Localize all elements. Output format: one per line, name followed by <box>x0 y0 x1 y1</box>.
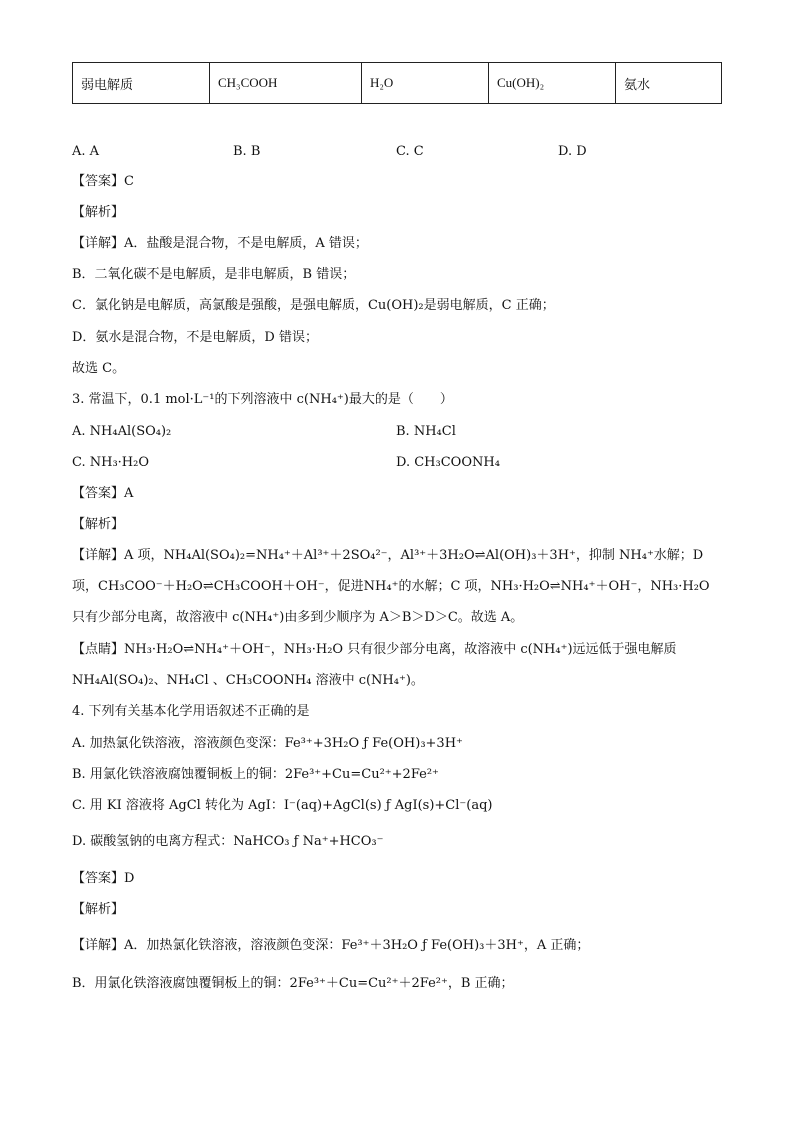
answer-label: 【答案】 <box>72 871 125 886</box>
answer-value: C <box>124 174 134 189</box>
q2-detail-line: B．二氧化碳不是电解质，是非电解质，B 错误； <box>72 267 356 282</box>
q2-detail-line: C．氯化钠是电解质，高氯酸是强酸，是强电解质，Cu(OH)₂是弱电解质，C 正确； <box>72 298 555 313</box>
q3-answer <box>72 485 133 503</box>
answer-value: A <box>124 486 134 501</box>
q2-detail-line: D．氨水是混合物，不是电解质，D 错误； <box>72 330 318 345</box>
q3-detail-line: 【详解】A 项，NH₄Al(SO₄)₂=NH₄⁺＋Al³⁺＋2SO₄²⁻，Al³⁺＋3H₂O⇌Al(OH)₃＋3H⁺，抑制 NH₄⁺水解；D <box>72 548 704 563</box>
q4-detail-line: B．用氯化铁溶液腐蚀覆铜板上的铜：2Fe³⁺＋Cu=Cu²⁺＋2Fe²⁺，B 正确； <box>72 976 514 991</box>
q4-answer <box>72 870 134 888</box>
answer-label: 【答案】 <box>72 174 125 189</box>
q3-detail-line: 只有少部分电离，故溶液中 c(NH₄⁺)由多到少顺序为 A＞B＞D＞C。故选 A。 <box>72 610 524 625</box>
q2-answer <box>72 173 134 191</box>
q4-option-a: A. 加热氯化铁溶液，溶液颜色变深：Fe³⁺+3H₂O ƒ Fe(OH)₃+3H⁺ <box>72 736 463 751</box>
table-cell: 弱电解质 <box>73 63 210 104</box>
q4-analysis-heading: 【解析】 <box>72 902 125 917</box>
q2-detail-line: 故选 C。 <box>72 361 126 376</box>
electrolyte-table <box>72 62 722 104</box>
q3-note-line: 【点睛】NH₃·H₂O⇌NH₄⁺＋OH⁻，NH₃·H₂O 只有很少部分电离，故溶液中 c(NH₄⁺)远远低于强电解质 <box>72 642 677 657</box>
q4-option-b: B. 用氯化铁溶液腐蚀覆铜板上的铜：2Fe³⁺+Cu=Cu²⁺+2Fe²⁺ <box>72 767 439 782</box>
q4-stem: 4. 下列有关基本化学用语叙述不正确的是 <box>72 704 310 719</box>
q4-option-c: C. 用 KI 溶液将 AgCl 转化为 AgI：I⁻(aq)+AgCl(s) ƒ AgI(s)+Cl⁻(aq) <box>72 798 493 813</box>
table-row <box>73 63 722 104</box>
q3-stem: 3. 常温下，0.1 mol·L⁻¹的下列溶液中 c(NH₄⁺)最大的是（ ） <box>72 392 453 407</box>
q2-option-d: D. D <box>558 144 587 159</box>
table-cell: Cu(OH)₂ <box>489 63 616 104</box>
q4-option-d: D. 碳酸氢钠的电离方程式：NaHCO₃ ƒ Na⁺+HCO₃⁻ <box>72 834 384 849</box>
table-cell: 氨水 <box>616 63 722 104</box>
q3-analysis-heading: 【解析】 <box>72 517 125 532</box>
q3-option-c: C. NH₃·H₂O <box>72 455 150 470</box>
table-cell: CH₃COOH <box>210 63 362 104</box>
q2-option-a: A. A <box>72 144 100 159</box>
q2-option-b: B. B <box>233 144 261 159</box>
q2-analysis-heading: 【解析】 <box>72 205 125 220</box>
q3-option-d: D. CH₃COONH₄ <box>396 455 500 470</box>
answer-value: D <box>124 871 135 886</box>
q3-note-line: NH₄Al(SO₄)₂、NH₄Cl 、CH₃COONH₄ 溶液中 c(NH₄⁺)。 <box>72 673 424 688</box>
q3-option-b: B. NH₄Cl <box>396 424 456 439</box>
q3-detail-line: 项，CH₃COO⁻＋H₂O⇌CH₃COOH＋OH⁻，促进NH₄⁺的水解；C 项，NH₃·H₂O⇌NH₄⁺＋OH⁻，NH₃·H₂O <box>72 579 710 594</box>
q2-detail-line: 【详解】A．盐酸是混合物，不是电解质，A 错误； <box>72 236 368 251</box>
q2-option-c: C. C <box>396 144 424 159</box>
q4-detail-line: 【详解】A．加热氯化铁溶液，溶液颜色变深：Fe³⁺＋3H₂O ƒ Fe(OH)₃＋3H⁺，A 正确； <box>72 938 590 953</box>
table-cell: H₂O <box>362 63 489 104</box>
q3-option-a: A. NH₄Al(SO₄)₂ <box>72 424 172 439</box>
answer-label: 【答案】 <box>72 486 125 501</box>
